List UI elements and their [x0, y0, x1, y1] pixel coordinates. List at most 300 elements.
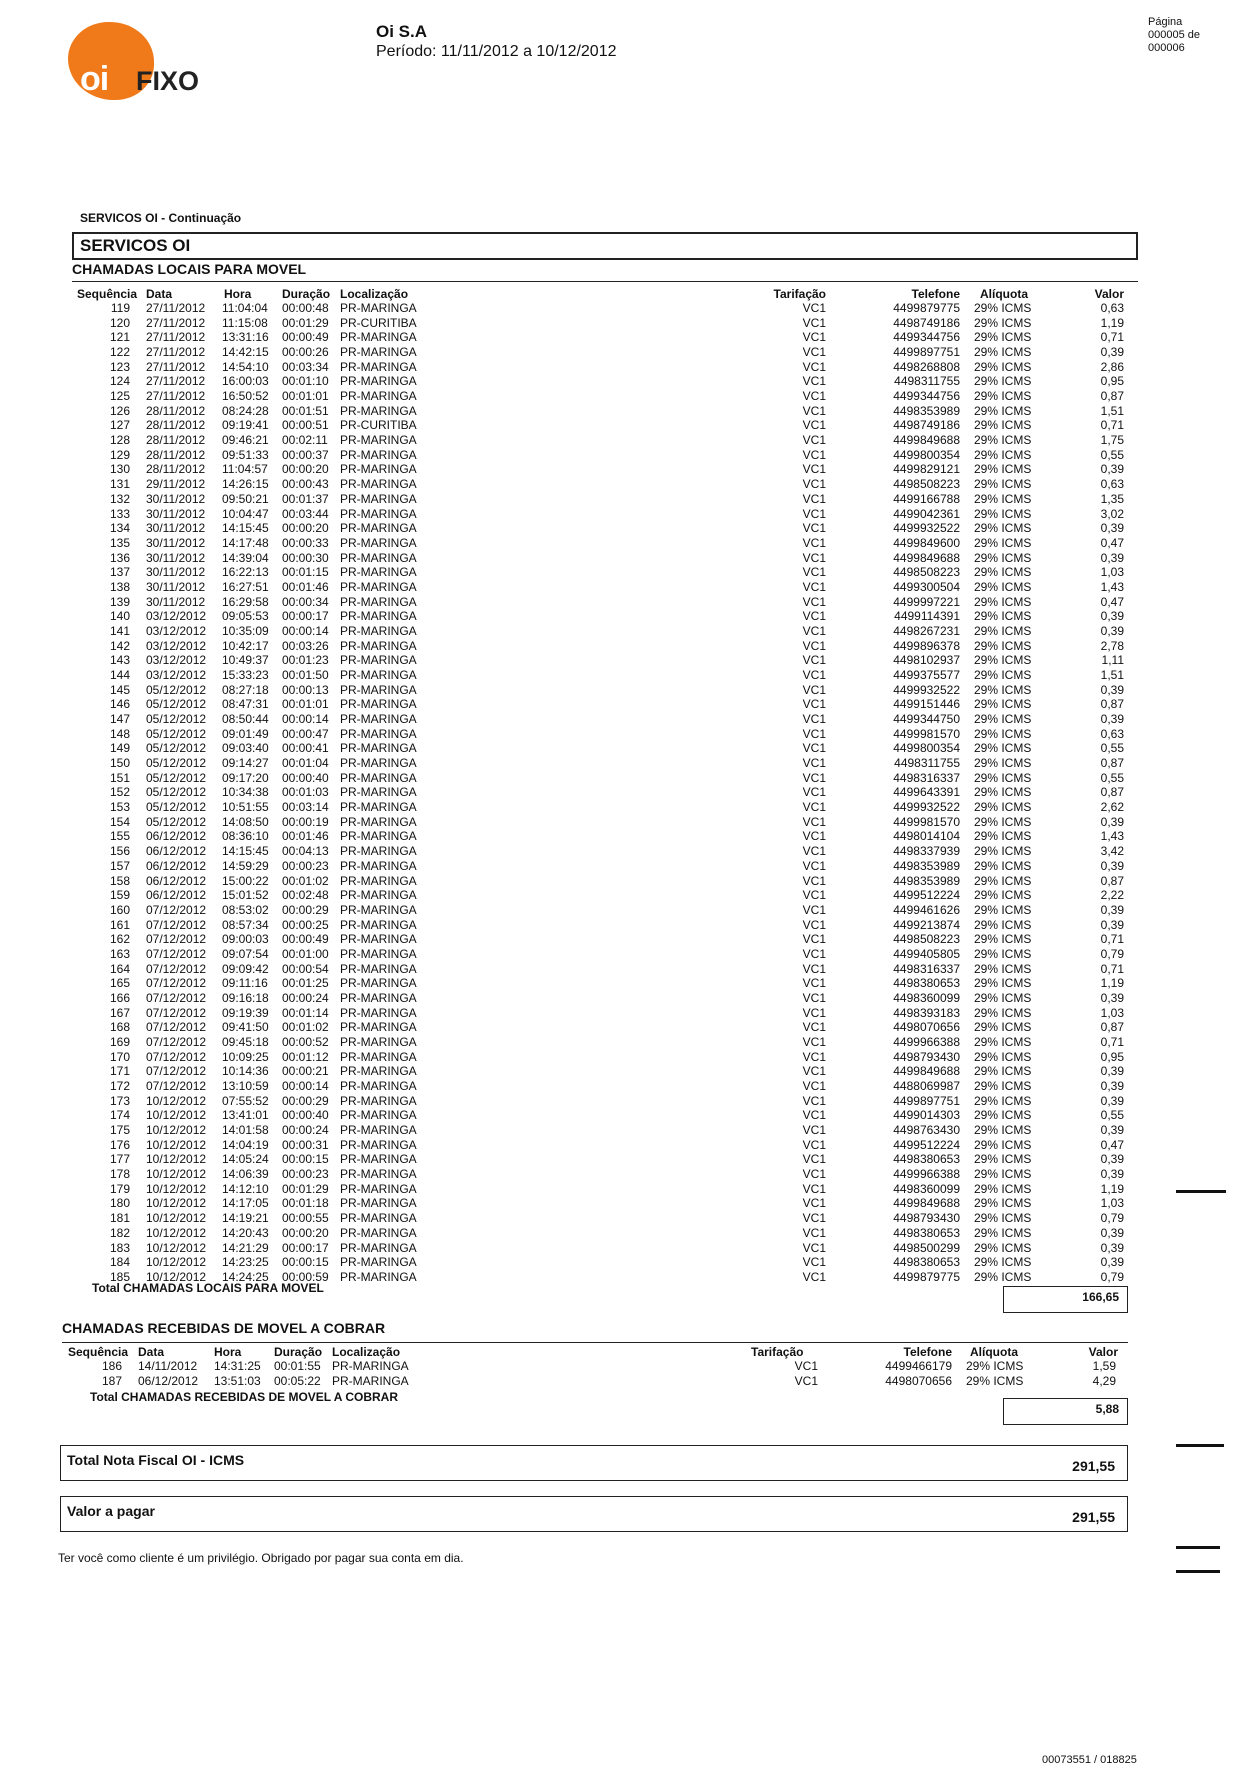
row-telefone: 4499966388: [893, 1167, 960, 1182]
row-seq: 150: [109, 756, 130, 771]
row-valor: 2,78: [1100, 638, 1124, 653]
row-telefone: 4498070656: [885, 1373, 952, 1388]
row-duracao: 00:00:40: [282, 1108, 329, 1123]
row-hora: 14:04:19: [222, 1137, 269, 1152]
table-row: [0, 683, 1260, 698]
row-seq: 145: [109, 682, 130, 697]
row-tarifacao: VC1: [802, 1211, 826, 1226]
row-data: 06/12/2012: [146, 829, 207, 844]
row-telefone: 4498353989: [893, 403, 960, 418]
row-seq: 182: [109, 1225, 130, 1240]
row-seq: 186: [101, 1359, 122, 1373]
row-aliquota: 29% ICMS: [974, 712, 1032, 727]
row-hora: 14:05:24: [222, 1152, 269, 1167]
valor-a-pagar-value: 291,55: [1072, 1509, 1115, 1525]
row-hora: 14:15:45: [222, 844, 269, 859]
row-aliquota: 29% ICMS: [974, 932, 1032, 947]
row-hora: 15:00:22: [222, 873, 269, 888]
row-seq: 146: [109, 697, 130, 712]
row-duracao: 00:01:10: [282, 374, 329, 389]
valor-a-pagar-box: [60, 1496, 1128, 1532]
table-row: [0, 1064, 1260, 1079]
row-tarifacao: VC1: [802, 697, 826, 712]
row-seq: 180: [109, 1196, 130, 1211]
table-row: [0, 330, 1260, 345]
row-valor: 0,39: [1100, 858, 1124, 873]
row-aliquota: 29% ICMS: [974, 462, 1032, 477]
row-hora: 15:01:52: [222, 888, 269, 903]
row-aliquota: 29% ICMS: [974, 506, 1032, 521]
row-telefone: 4499879775: [893, 1269, 960, 1284]
local-calls-header: [0, 287, 1260, 302]
row-tarifacao: VC1: [802, 770, 826, 785]
row-aliquota: 29% ICMS: [974, 741, 1032, 756]
row-data: 07/12/2012: [146, 1049, 207, 1064]
row-telefone: 4499014303: [893, 1108, 960, 1123]
row-seq: 119: [110, 301, 130, 315]
row-tarifacao: VC1: [802, 594, 826, 609]
row-duracao: 00:01:51: [282, 403, 329, 418]
logo-oi-text: oi: [80, 60, 109, 98]
row-telefone: 4498311755: [894, 374, 960, 389]
row-seq: 138: [109, 579, 130, 594]
table-row: [0, 360, 1260, 375]
row-localizacao: PR-MARINGA: [340, 623, 417, 638]
row-telefone: 4498316337: [893, 770, 960, 785]
row-aliquota: 29% ICMS: [974, 1181, 1032, 1196]
row-seq: 184: [109, 1255, 130, 1270]
row-aliquota: 29% ICMS: [974, 668, 1032, 682]
row-localizacao: PR-MARINGA: [340, 770, 417, 785]
row-hora: 09:09:42: [222, 961, 269, 976]
row-aliquota: 29% ICMS: [974, 946, 1032, 961]
row-seq: 137: [109, 565, 130, 580]
row-valor: 0,63: [1100, 477, 1124, 492]
margin-mark: [1176, 1190, 1226, 1193]
row-telefone: 4499166788: [893, 491, 960, 506]
col-tarifacao: Tarifação: [751, 1345, 804, 1359]
row-hora: 08:47:31: [222, 697, 269, 712]
table-row: [0, 991, 1260, 1006]
row-localizacao: PR-MARINGA: [340, 726, 417, 741]
row-hora: 08:24:28: [222, 403, 269, 418]
row-tarifacao: VC1: [802, 623, 826, 638]
row-data: 10/12/2012: [146, 1255, 207, 1270]
row-telefone: 4498380653: [893, 1255, 960, 1270]
row-hora: 14:54:10: [222, 359, 269, 374]
row-aliquota: 29% ICMS: [974, 594, 1032, 609]
row-telefone: 4498353989: [893, 858, 960, 873]
row-valor: 1,43: [1100, 579, 1124, 594]
row-seq: 171: [109, 1064, 130, 1079]
table-row: [0, 712, 1260, 727]
row-seq: 143: [109, 653, 130, 668]
table-row: [0, 1138, 1260, 1153]
row-aliquota: 29% ICMS: [974, 1225, 1032, 1240]
row-data: 30/11/2012: [146, 579, 206, 594]
row-seq: 168: [109, 1020, 130, 1035]
row-aliquota: 29% ICMS: [974, 1079, 1032, 1094]
row-valor: 1,59: [1092, 1359, 1116, 1373]
row-data: 27/11/2012: [146, 301, 206, 315]
row-hora: 09:11:16: [222, 976, 268, 991]
row-aliquota: 29% ICMS: [974, 1211, 1032, 1226]
row-valor: 1,03: [1100, 1196, 1124, 1211]
row-aliquota: 29% ICMS: [974, 1196, 1032, 1211]
row-localizacao: PR-MARINGA: [340, 609, 417, 624]
row-tarifacao: VC1: [802, 1167, 826, 1182]
row-tarifacao: VC1: [794, 1359, 818, 1373]
row-seq: 131: [109, 477, 130, 492]
row-duracao: 00:00:29: [282, 902, 329, 917]
col-aliquota: Alíquota: [980, 287, 1028, 301]
row-localizacao: PR-MARINGA: [340, 668, 417, 682]
row-aliquota: 29% ICMS: [974, 477, 1032, 492]
row-data: 30/11/2012: [146, 550, 206, 565]
row-valor: 0,87: [1100, 873, 1124, 888]
row-duracao: 00:00:23: [282, 1167, 329, 1182]
row-valor: 1,51: [1100, 403, 1124, 418]
table-row: [0, 888, 1260, 903]
row-seq: 128: [109, 433, 130, 448]
row-telefone: 4499375577: [893, 668, 960, 682]
row-duracao: 00:00:54: [282, 961, 329, 976]
row-duracao: 00:00:55: [282, 1211, 329, 1226]
row-aliquota: 29% ICMS: [974, 1093, 1032, 1108]
row-localizacao: PR-MARINGA: [340, 653, 417, 668]
row-localizacao: PR-MARINGA: [340, 902, 417, 917]
row-valor: 0,47: [1100, 535, 1124, 550]
row-aliquota: 29% ICMS: [974, 844, 1032, 859]
row-data: 05/12/2012: [146, 756, 207, 771]
row-tarifacao: VC1: [802, 682, 826, 697]
row-data: 05/12/2012: [146, 785, 207, 800]
row-aliquota: 29% ICMS: [974, 1123, 1032, 1138]
row-localizacao: PR-MARINGA: [340, 462, 417, 477]
page-current: 000005 de: [1148, 29, 1200, 41]
row-seq: 154: [109, 814, 130, 829]
row-valor: 0,39: [1100, 990, 1124, 1005]
row-tarifacao: VC1: [802, 609, 826, 624]
row-tarifacao: VC1: [802, 1181, 826, 1196]
row-seq: 123: [109, 359, 130, 374]
row-valor: 1,43: [1100, 829, 1124, 844]
row-hora: 14:12:10: [222, 1181, 269, 1196]
row-data: 30/11/2012: [146, 594, 206, 609]
row-seq: 121: [109, 330, 130, 345]
row-data: 30/11/2012: [146, 535, 206, 550]
row-hora: 11:15:08: [222, 315, 268, 330]
row-tarifacao: VC1: [802, 858, 826, 873]
row-localizacao: PR-MARINGA: [340, 976, 417, 991]
row-tarifacao: VC1: [802, 1225, 826, 1240]
local-calls-total-label: Total CHAMADAS LOCAIS PARA MOVEL: [92, 1281, 324, 1295]
row-duracao: 00:01:12: [282, 1049, 329, 1064]
row-duracao: 00:01:29: [282, 1181, 329, 1196]
row-seq: 126: [109, 403, 130, 418]
row-tarifacao: VC1: [794, 1373, 818, 1388]
row-duracao: 00:00:24: [282, 990, 329, 1005]
col-data: Data: [146, 287, 173, 301]
row-tarifacao: VC1: [802, 1005, 826, 1020]
row-telefone: 4499981570: [893, 726, 960, 741]
row-telefone: 4498508223: [893, 565, 960, 580]
table-row: [0, 874, 1260, 889]
row-tarifacao: VC1: [802, 1093, 826, 1108]
table-row: [0, 345, 1260, 360]
row-localizacao: PR-MARINGA: [340, 961, 417, 976]
row-tarifacao: VC1: [802, 946, 826, 961]
row-tarifacao: VC1: [802, 785, 826, 800]
row-valor: 1,11: [1101, 653, 1124, 668]
row-duracao: 00:00:41: [282, 741, 329, 756]
row-data: 10/12/2012: [146, 1181, 207, 1196]
row-seq: 160: [109, 902, 130, 917]
row-hora: 09:50:21: [222, 491, 269, 506]
row-localizacao: PR-MARINGA: [340, 682, 417, 697]
row-tarifacao: VC1: [802, 462, 826, 477]
row-valor: 0,71: [1100, 932, 1124, 947]
row-aliquota: 29% ICMS: [974, 1108, 1032, 1123]
row-duracao: 00:00:23: [282, 858, 329, 873]
table-row: [0, 1374, 1260, 1389]
row-duracao: 00:00:31: [282, 1137, 329, 1152]
row-tarifacao: VC1: [802, 1240, 826, 1255]
row-tarifacao: VC1: [802, 403, 826, 418]
total-nota-fiscal-box: [60, 1445, 1128, 1481]
row-tarifacao: VC1: [802, 447, 826, 462]
row-tarifacao: VC1: [802, 756, 826, 771]
row-duracao: 00:00:29: [282, 1093, 329, 1108]
row-localizacao: PR-MARINGA: [340, 1181, 417, 1196]
row-localizacao: PR-MARINGA: [340, 330, 417, 345]
row-localizacao: PR-CURITIBA: [340, 418, 417, 433]
table-row: [0, 492, 1260, 507]
table-row: [0, 477, 1260, 492]
row-valor: 0,39: [1100, 1123, 1124, 1138]
row-aliquota: 29% ICMS: [974, 697, 1032, 712]
row-duracao: 00:00:19: [282, 814, 329, 829]
row-seq: 142: [109, 638, 130, 653]
row-localizacao: PR-MARINGA: [340, 712, 417, 727]
row-seq: 124: [109, 374, 130, 389]
table-row: [0, 639, 1260, 654]
row-seq: 163: [109, 946, 130, 961]
row-localizacao: PR-CURITIBA: [340, 315, 417, 330]
row-telefone: 4499344750: [893, 712, 960, 727]
row-aliquota: 29% ICMS: [974, 418, 1032, 433]
row-tarifacao: VC1: [802, 345, 826, 360]
row-seq: 179: [109, 1181, 130, 1196]
row-duracao: 00:00:33: [282, 535, 329, 550]
row-seq: 167: [109, 1005, 130, 1020]
row-tarifacao: VC1: [802, 888, 826, 903]
table-row: [0, 668, 1260, 683]
page-indicator: [1148, 16, 1200, 55]
table-row: [0, 1196, 1260, 1211]
row-seq: 130: [109, 462, 130, 477]
received-calls-total-value: 5,88: [1003, 1398, 1128, 1425]
table-row: [0, 859, 1260, 874]
row-data: 28/11/2012: [146, 462, 206, 477]
row-localizacao: PR-MARINGA: [340, 1005, 417, 1020]
row-valor: 0,55: [1100, 741, 1124, 756]
row-data: 07/12/2012: [146, 902, 207, 917]
row-duracao: 00:00:34: [282, 594, 329, 609]
row-telefone: 4499643391: [893, 785, 960, 800]
table-row: [0, 609, 1260, 624]
row-duracao: 00:00:49: [282, 330, 329, 345]
row-duracao: 00:00:52: [282, 1035, 329, 1049]
row-valor: 0,55: [1100, 1108, 1124, 1123]
row-localizacao: PR-MARINGA: [340, 1167, 417, 1182]
row-duracao: 00:05:22: [274, 1373, 321, 1388]
row-aliquota: 29% ICMS: [966, 1359, 1024, 1373]
row-seq: 174: [109, 1108, 130, 1123]
row-localizacao: PR-MARINGA: [340, 506, 417, 521]
row-telefone: 4499461626: [893, 902, 960, 917]
row-data: 05/12/2012: [146, 800, 207, 815]
row-valor: 1,03: [1100, 565, 1124, 580]
row-valor: 0,95: [1100, 374, 1124, 389]
row-localizacao: PR-MARINGA: [340, 785, 417, 800]
row-seq: 169: [109, 1035, 130, 1049]
row-tarifacao: VC1: [802, 359, 826, 374]
row-duracao: 00:01:14: [282, 1005, 329, 1020]
row-tarifacao: VC1: [802, 301, 826, 315]
divider: [72, 281, 1138, 282]
row-localizacao: PR-MARINGA: [340, 1137, 417, 1152]
row-data: 07/12/2012: [146, 1064, 207, 1079]
row-hora: 15:33:23: [222, 668, 269, 682]
table-row: [0, 551, 1260, 566]
row-seq: 120: [109, 315, 130, 330]
row-aliquota: 29% ICMS: [974, 315, 1032, 330]
table-row: [0, 1123, 1260, 1138]
row-valor: 0,87: [1100, 697, 1124, 712]
col-duracao: Duração: [274, 1345, 323, 1359]
row-aliquota: 29% ICMS: [966, 1373, 1024, 1388]
row-duracao: 00:01:55: [274, 1359, 321, 1373]
row-data: 07/12/2012: [146, 976, 207, 991]
row-localizacao: PR-MARINGA: [340, 873, 417, 888]
row-tarifacao: VC1: [802, 433, 826, 448]
row-hora: 14:31:25: [214, 1359, 261, 1373]
row-aliquota: 29% ICMS: [974, 1020, 1032, 1035]
row-data: 28/11/2012: [146, 403, 206, 418]
row-aliquota: 29% ICMS: [974, 726, 1032, 741]
row-tarifacao: VC1: [802, 1079, 826, 1094]
row-data: 10/12/2012: [146, 1269, 207, 1284]
row-telefone: 4499896378: [893, 638, 960, 653]
row-duracao: 00:00:51: [282, 418, 329, 433]
row-telefone: 4498353989: [893, 873, 960, 888]
row-localizacao: PR-MARINGA: [340, 990, 417, 1005]
row-tarifacao: VC1: [802, 1035, 826, 1049]
row-aliquota: 29% ICMS: [974, 858, 1032, 873]
row-aliquota: 29% ICMS: [974, 976, 1032, 991]
row-data: 27/11/2012: [146, 345, 206, 360]
row-data: 10/12/2012: [146, 1123, 207, 1138]
table-row: [0, 976, 1260, 991]
row-hora: 08:53:02: [222, 902, 269, 917]
row-data: 03/12/2012: [146, 653, 207, 668]
table-row: [0, 815, 1260, 830]
row-localizacao: PR-MARINGA: [340, 389, 417, 404]
row-data: 06/12/2012: [146, 873, 207, 888]
table-row: [0, 653, 1260, 668]
row-valor: 0,79: [1100, 1269, 1124, 1284]
row-duracao: 00:01:04: [282, 756, 329, 771]
row-telefone: 4499932522: [893, 521, 960, 536]
row-seq: 152: [109, 785, 130, 800]
row-hora: 14:20:43: [222, 1225, 269, 1240]
table-row: [0, 1241, 1260, 1256]
row-data: 07/12/2012: [146, 946, 207, 961]
row-valor: 0,87: [1100, 785, 1124, 800]
row-duracao: 00:03:26: [282, 638, 329, 653]
row-duracao: 00:00:43: [282, 477, 329, 492]
row-duracao: 00:01:25: [282, 976, 329, 991]
row-localizacao: PR-MARINGA: [340, 1240, 417, 1255]
row-tarifacao: VC1: [802, 418, 826, 433]
row-tarifacao: VC1: [802, 741, 826, 756]
row-telefone: 4498380653: [893, 976, 960, 991]
row-telefone: 4498380653: [893, 1152, 960, 1167]
row-duracao: 00:01:29: [282, 315, 329, 330]
row-localizacao: PR-MARINGA: [340, 1108, 417, 1123]
row-hora: 08:36:10: [222, 829, 269, 844]
row-localizacao: PR-MARINGA: [340, 447, 417, 462]
row-tarifacao: VC1: [802, 389, 826, 404]
row-valor: 0,39: [1100, 1079, 1124, 1094]
row-data: 10/12/2012: [146, 1225, 207, 1240]
row-data: 27/11/2012: [146, 330, 206, 345]
row-seq: 156: [109, 844, 130, 859]
row-valor: 2,22: [1100, 888, 1124, 903]
row-telefone: 4499981570: [893, 814, 960, 829]
row-hora: 09:01:49: [222, 726, 269, 741]
row-data: 14/11/2012: [138, 1359, 198, 1373]
row-data: 06/12/2012: [138, 1373, 199, 1388]
divider: [62, 1342, 1128, 1343]
row-duracao: 00:01:23: [282, 653, 329, 668]
row-localizacao: PR-MARINGA: [340, 565, 417, 580]
row-duracao: 00:00:37: [282, 447, 329, 462]
row-telefone: 4499512224: [893, 888, 960, 903]
row-telefone: 4498267231: [893, 623, 960, 638]
valor-a-pagar-label: Valor a pagar: [67, 1503, 155, 1519]
row-hora: 14:42:15: [222, 345, 269, 360]
row-seq: 122: [109, 345, 130, 360]
row-valor: 3,42: [1100, 844, 1124, 859]
row-valor: 3,02: [1100, 506, 1124, 521]
row-telefone: 4499897751: [893, 345, 960, 360]
row-seq: 151: [109, 770, 130, 785]
row-data: 05/12/2012: [146, 726, 207, 741]
row-tarifacao: VC1: [802, 579, 826, 594]
row-data: 10/12/2012: [146, 1167, 207, 1182]
row-tarifacao: VC1: [802, 1123, 826, 1138]
col-hora: Hora: [224, 287, 252, 301]
row-aliquota: 29% ICMS: [974, 609, 1032, 624]
row-localizacao: PR-MARINGA: [340, 345, 417, 360]
table-row: [0, 418, 1260, 433]
row-valor: 1,19: [1100, 315, 1124, 330]
row-aliquota: 29% ICMS: [974, 682, 1032, 697]
row-duracao: 00:00:14: [282, 623, 329, 638]
row-hora: 13:31:16: [222, 330, 269, 345]
